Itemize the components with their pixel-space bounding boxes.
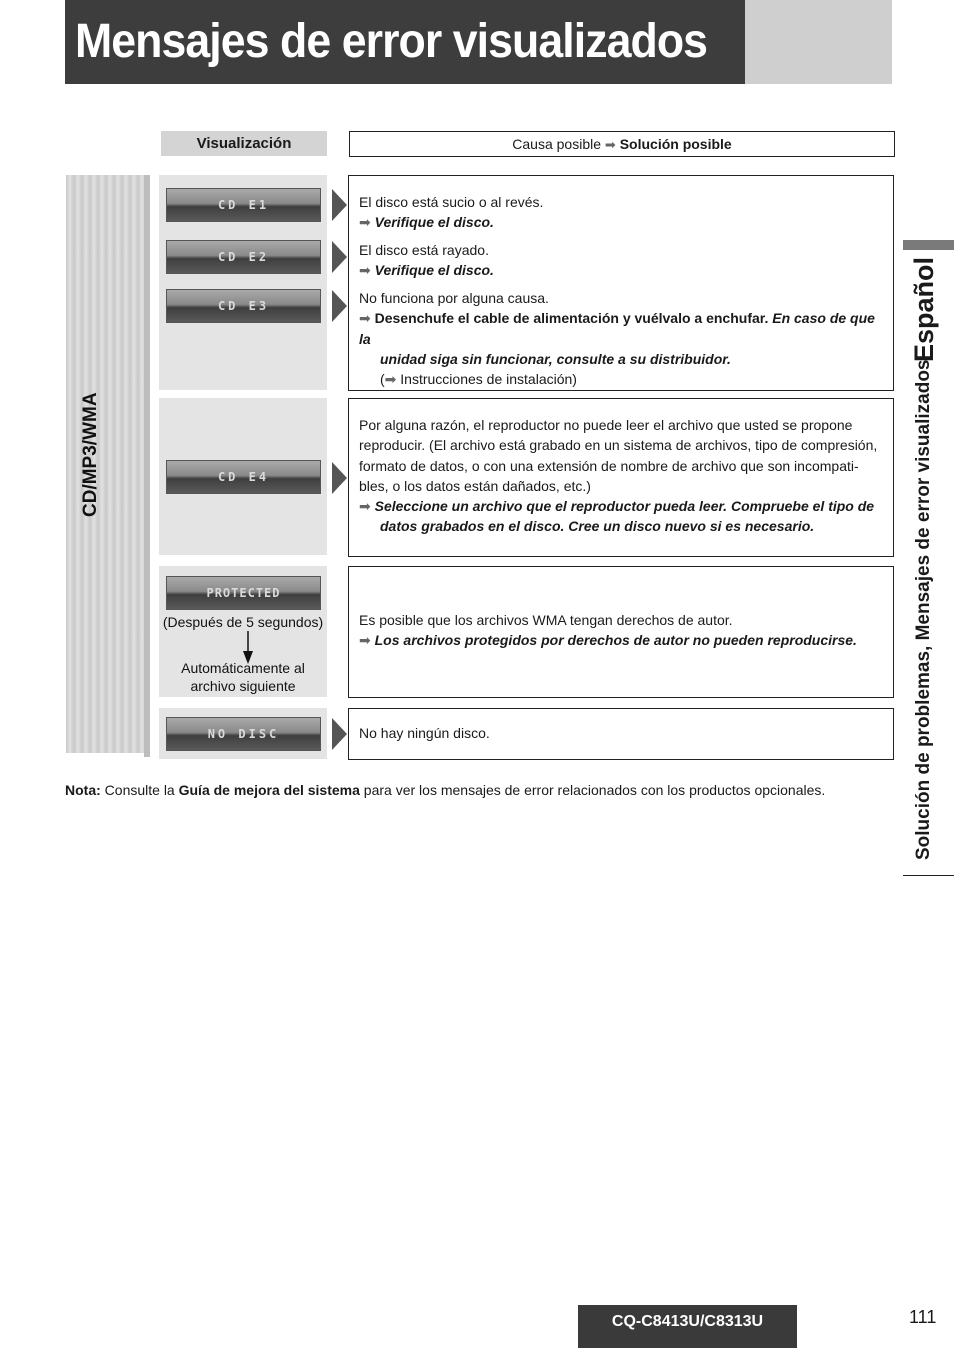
side-divider: [903, 875, 954, 876]
section-tab-label: Solución de problemas, Mensajes de error visualizados: [913, 359, 934, 860]
solution-box-e4: [348, 398, 894, 557]
cause-text-line: Por alguna razón, el reproductor no puede leer el archivo que usted se propone: [359, 417, 853, 433]
pointer-icon: [332, 189, 347, 221]
cause-text-line: bles, o los datos están dañados, etc.): [359, 477, 591, 494]
solution-box-no-disc: [348, 708, 894, 760]
page-title: Mensajes de error visualizados: [75, 15, 708, 68]
lcd-display-cd-e2: CD E2: [166, 240, 321, 274]
row-protected: [359, 610, 887, 651]
cause-solution-header: [349, 131, 895, 157]
cause-text: No funciona por alguna causa.: [359, 290, 549, 306]
cause-text: El disco está sucio o al revés.: [359, 194, 544, 210]
solution-box-group-1: [348, 175, 894, 391]
row-e4: [359, 415, 887, 537]
installation-reference: (➡ Instrucciones de instalación): [380, 371, 577, 388]
solution-text-cont: datos grabados en el disco. Cree un disco nuevo si es necesario.: [380, 518, 815, 535]
page-number: 111: [909, 1307, 937, 1327]
cause-text: El disco está rayado.: [359, 242, 489, 258]
category-label: CD/MP3/WMA: [80, 392, 101, 518]
row-e1: [359, 192, 884, 233]
cause-text-line: reproducir. (El archivo está grabado en un sistema de archivos, tipo de compresión,: [359, 437, 878, 454]
lcd-display-no-disc: NO DISC: [166, 717, 321, 751]
pointer-icon: [332, 718, 347, 750]
cause-text: No hay ningún disco.: [359, 725, 490, 741]
solution-box-protected: [348, 566, 894, 698]
solution-text: Verifique el disco.: [374, 262, 494, 279]
category-band-shadow: [144, 175, 150, 757]
solution-text-bold: Desenchufe el cable de alimentación y vuélvalo a enchufar.: [374, 310, 769, 327]
reference-text: Instrucciones de instalación): [400, 371, 577, 388]
solution-text-italic: En caso de que la: [359, 310, 875, 347]
display-column-header: Visualización: [161, 131, 327, 156]
next-file-label: Automáticamente al archivo siguiente: [181, 660, 305, 694]
solution-text: Los archivos protegidos por derechos de autor no pueden reproducirse.: [374, 632, 857, 649]
arrow-right-icon: ➡: [604, 137, 616, 152]
solution-header-label: Solución posible: [619, 136, 732, 152]
model-number-badge: CQ-C8413U/C8313U: [578, 1305, 797, 1348]
arrow-right-icon: ➡: [359, 498, 371, 515]
arrow-right-icon: ➡: [384, 371, 397, 388]
solution-text-italic-cont: unidad siga sin funcionar, consulte a su distribuidor.: [380, 350, 731, 367]
arrow-right-icon: ➡: [359, 262, 371, 279]
cause-text-line: formato de datos, o con una extensión de nombre de archivo que son incompati-: [359, 457, 859, 474]
arrow-right-icon: ➡: [359, 632, 371, 649]
pointer-icon: [332, 241, 347, 273]
solution-text: Seleccione un archivo que el reproductor pueda leer. Compruebe el tipo de: [374, 498, 875, 515]
cause-header-label: Causa posible: [512, 136, 602, 152]
lcd-display-cd-e4: CD E4: [166, 460, 321, 494]
pointer-icon: [332, 462, 347, 494]
pointer-icon: [332, 290, 347, 322]
note-label: Nota:: [65, 782, 101, 798]
note: Nota: Consulte la Guía de mejora del sistema para ver los mensajes de error relacionados con los productos opcionales.: [65, 782, 826, 798]
arrow-right-icon: ➡: [359, 214, 371, 231]
language-tab-label: Español: [909, 256, 939, 362]
solution-text: Verifique el disco.: [374, 214, 494, 231]
row-e2: [359, 240, 884, 281]
row-e3: [359, 288, 884, 389]
after-5-seconds-label: (Después de 5 segundos): [162, 614, 324, 630]
side-tab-marker: [903, 240, 954, 250]
cause-text: Es posible que los archivos WMA tengan derechos de autor.: [359, 612, 733, 628]
lcd-display-cd-e3: CD E3: [166, 289, 321, 323]
guide-reference: Guía de mejora del sistema: [178, 782, 360, 798]
lcd-display-protected: PROTECTED: [166, 576, 321, 610]
arrow-right-icon: ➡: [359, 310, 371, 327]
lcd-display-cd-e1: CD E1: [166, 188, 321, 222]
